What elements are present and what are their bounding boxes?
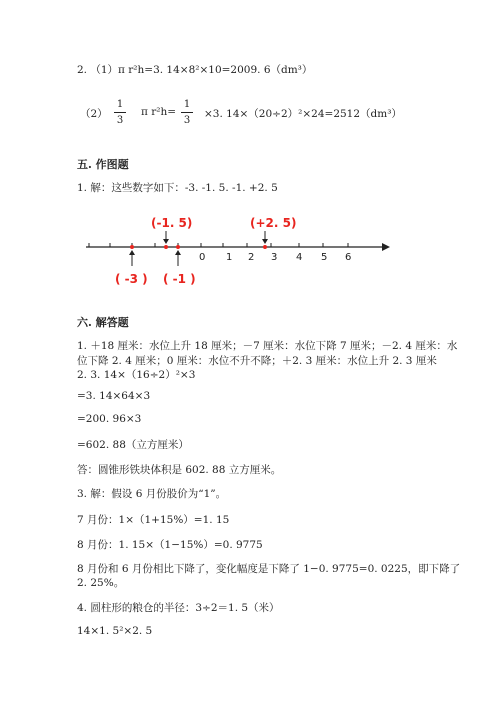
- label-pos2-5: (+2. 5): [250, 216, 297, 230]
- section6-title: 六. 解答题: [77, 316, 129, 329]
- tick-label-2: 2: [248, 252, 255, 263]
- s6-eq2: =200. 96×3: [77, 413, 142, 425]
- section5-title: 五. 作图题: [77, 158, 129, 171]
- s6-july: 7 月份：1×（1+15%）=1. 15: [77, 514, 230, 526]
- s6-q4-calc: 14×1. 5²×2. 5: [77, 625, 153, 637]
- point-neg3: [130, 245, 134, 249]
- q2-part2-formula: π r²h=: [141, 106, 177, 118]
- tick-label-4: 4: [296, 252, 303, 263]
- fraction-one-third-a: [114, 99, 126, 126]
- q2-part2-label: （2）: [80, 108, 108, 120]
- section5-q1: 1. 解：这些数字如下：-3. -1. 5. -1. +2. 5: [77, 182, 278, 194]
- fraction-bar: [181, 112, 193, 113]
- label-neg1: ( -1 ): [163, 272, 196, 286]
- s6-line-1: 1. ＋18 厘米：水位上升 18 厘米；－7 厘米：水位下降 7 厘米；－2. 4 厘米：水: [77, 340, 458, 352]
- s6-answer: 答：圆锥形铁块体积是 602. 88 立方厘米。: [77, 464, 282, 476]
- s6-q3: 3. 解：假设 6 月份股价为“1”。: [77, 488, 227, 500]
- fraction-bar: [114, 112, 126, 113]
- tick-label-1: 1: [226, 252, 233, 263]
- fraction-numerator: 1: [116, 99, 124, 110]
- tick-marks: [89, 243, 348, 247]
- tick-label-3: 3: [271, 252, 278, 263]
- arrowhead-down: [163, 239, 169, 244]
- point-neg1: [176, 245, 180, 249]
- tick-label-6: 6: [345, 252, 352, 263]
- arrowhead-down: [262, 239, 268, 244]
- fraction-denominator: 3: [183, 115, 191, 126]
- fraction-numerator: 1: [183, 99, 191, 110]
- point-pos2-5: [263, 245, 267, 249]
- s6-line-2: 位下降 2. 4 厘米；0 厘米：水位不升不降；＋2. 3 厘米：水位上升 2. 3 厘米: [77, 355, 437, 367]
- label-neg1-5: (-1. 5): [151, 216, 193, 230]
- s6-august: 8 月份：1. 15×（1−15%）=0. 9775: [77, 539, 263, 551]
- fraction-denominator: 3: [116, 115, 124, 126]
- s6-eq1: =3. 14×64×3: [77, 390, 151, 402]
- label-neg3: ( -3 ): [115, 272, 148, 286]
- arrowhead-up: [175, 250, 181, 255]
- point-neg1-5: [164, 245, 168, 249]
- axis-arrowhead: [382, 243, 390, 251]
- s6-q4: 4. 圆柱形的粮仓的半径：3÷2＝1. 5（米）: [77, 602, 280, 614]
- s6-line-3: 2. 3. 14×（16÷2）²×3: [77, 369, 196, 381]
- q2-part2-tail: ×3. 14×（20÷2）²×24=2512（dm³）: [204, 108, 402, 120]
- fraction-one-third-b: [181, 99, 193, 126]
- q2-part1-line: 2. （1）π r²h=3. 14×8²×10=2009. 6（dm³）: [77, 64, 313, 76]
- arrowhead-up: [129, 250, 135, 255]
- tick-label-0: 0: [199, 252, 206, 263]
- s6-eq3: =602. 88（立方厘米）: [77, 439, 189, 451]
- s6-compare-line-1: 8 月份和 6 月份相比下降了，变化幅度是下降了 1−0. 9775=0. 0225，即下降了: [77, 563, 461, 575]
- tick-label-5: 5: [321, 252, 328, 263]
- s6-compare-line-2: 2. 25%。: [77, 577, 125, 589]
